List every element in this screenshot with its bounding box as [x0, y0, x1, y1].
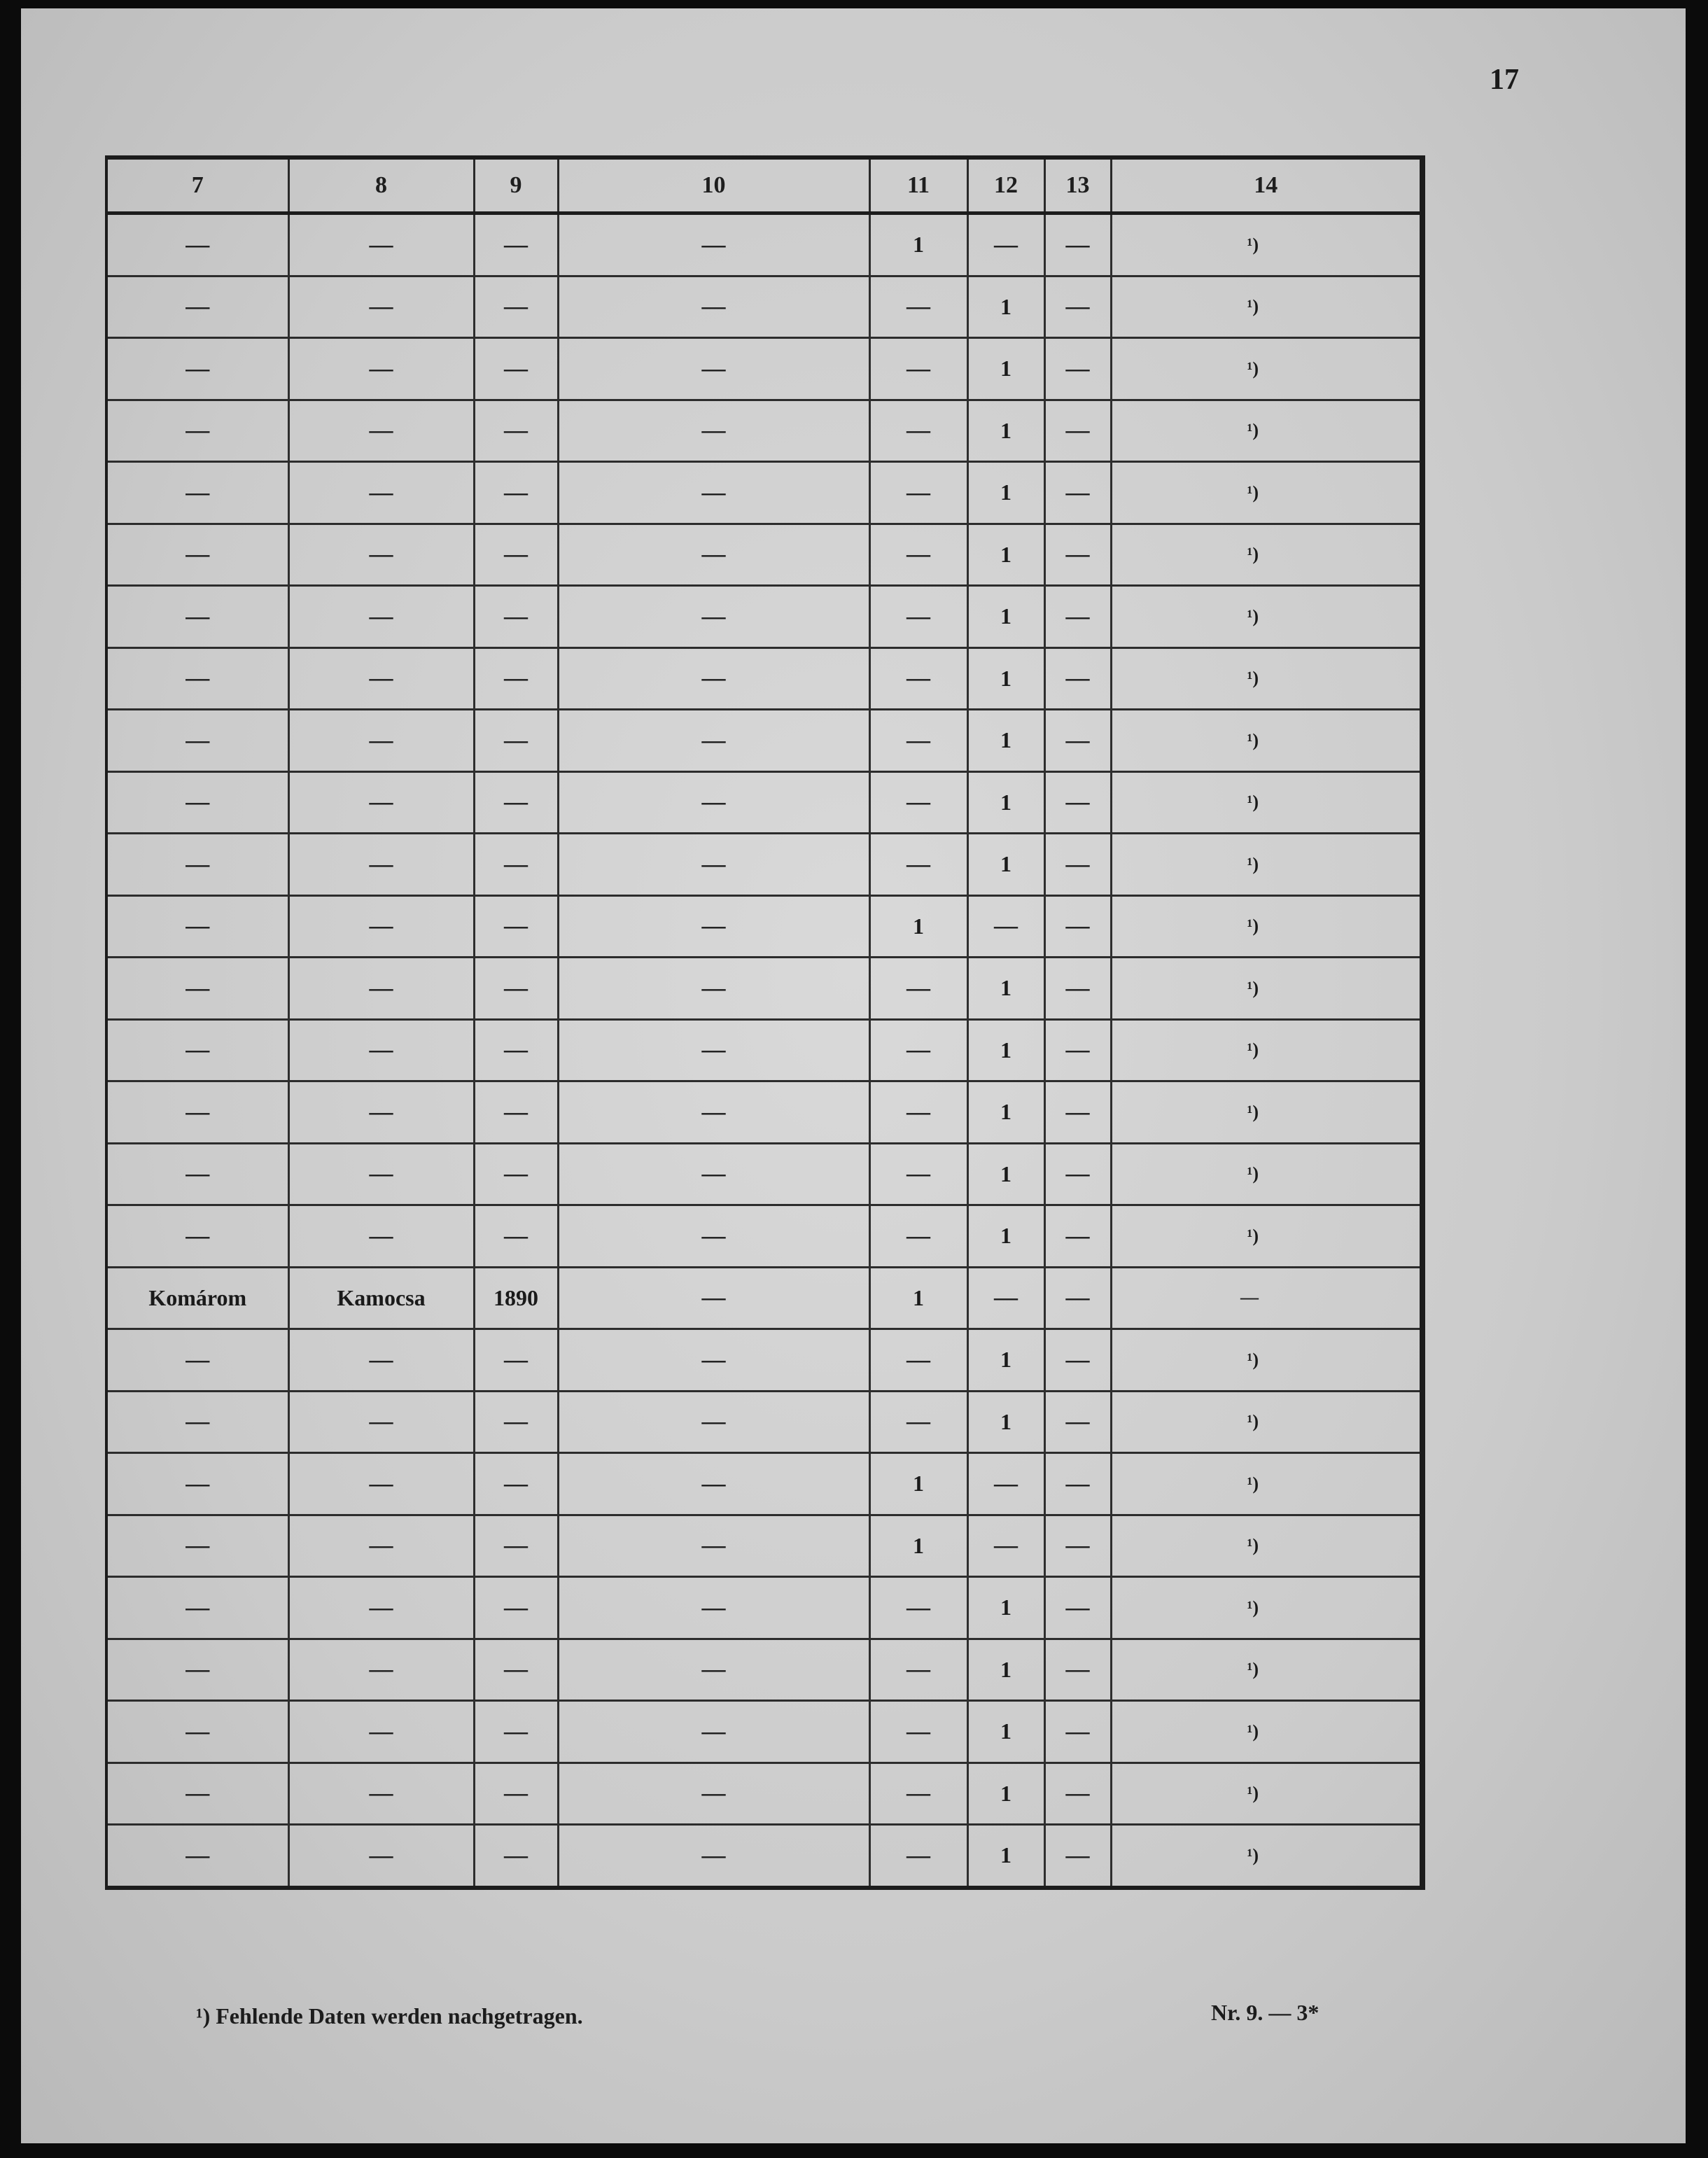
cell-col-11: —	[869, 1081, 967, 1144]
cell-col-10: —	[558, 1701, 869, 1763]
cell-col-9: —	[474, 1639, 558, 1701]
cell-col-7: —	[106, 1701, 288, 1763]
cell-col-8: —	[288, 1205, 474, 1268]
cell-col-8: —	[288, 1391, 474, 1453]
cell-col-14: ¹)	[1111, 771, 1422, 834]
cell-col-8: —	[288, 1329, 474, 1392]
column-header: 12	[967, 157, 1044, 213]
cell-col-14: ¹)	[1111, 710, 1422, 772]
table-row	[106, 524, 1422, 586]
cell-col-9: —	[474, 586, 558, 648]
cell-col-7: —	[106, 1453, 288, 1515]
table-row	[106, 1329, 1422, 1392]
cell-col-9: —	[474, 1825, 558, 1888]
cell-col-12: 1	[967, 276, 1044, 338]
cell-col-9: —	[474, 1453, 558, 1515]
cell-col-13: —	[1044, 710, 1111, 772]
cell-col-11: —	[869, 338, 967, 400]
cell-col-9: —	[474, 771, 558, 834]
cell-col-8: —	[288, 1081, 474, 1144]
table-row	[106, 276, 1422, 338]
table-row	[106, 400, 1422, 462]
cell-col-8: —	[288, 213, 474, 276]
column-header: 9	[474, 157, 558, 213]
cell-col-7: —	[106, 710, 288, 772]
cell-col-12: 1	[967, 1329, 1044, 1392]
table-row	[106, 213, 1422, 276]
cell-col-9: —	[474, 1391, 558, 1453]
cell-col-12: 1	[967, 1391, 1044, 1453]
cell-col-7: —	[106, 1391, 288, 1453]
cell-col-10: —	[558, 710, 869, 772]
cell-col-8: —	[288, 1453, 474, 1515]
cell-col-11: —	[869, 586, 967, 648]
cell-col-10: —	[558, 400, 869, 462]
cell-col-7: —	[106, 400, 288, 462]
cell-col-13: —	[1044, 1825, 1111, 1888]
cell-col-7: —	[106, 1763, 288, 1825]
cell-col-14: ¹)	[1111, 1515, 1422, 1577]
cell-col-12: 1	[967, 1019, 1044, 1081]
cell-col-13: —	[1044, 1205, 1111, 1268]
cell-col-12: 1	[967, 1143, 1044, 1205]
table-row	[106, 1391, 1422, 1453]
table-row	[106, 958, 1422, 1020]
cell-col-8: —	[288, 895, 474, 958]
cell-col-14: ¹)	[1111, 586, 1422, 648]
cell-col-13: —	[1044, 1267, 1111, 1329]
table-row	[106, 895, 1422, 958]
cell-col-7: —	[106, 1515, 288, 1577]
cell-col-8: —	[288, 400, 474, 462]
cell-col-13: —	[1044, 1577, 1111, 1639]
cell-col-9: —	[474, 958, 558, 1020]
cell-col-11: —	[869, 1329, 967, 1392]
cell-col-8: —	[288, 834, 474, 896]
cell-col-11: —	[869, 1763, 967, 1825]
cell-col-8: —	[288, 586, 474, 648]
cell-col-12: 1	[967, 1763, 1044, 1825]
cell-col-9: —	[474, 276, 558, 338]
cell-col-11: —	[869, 1639, 967, 1701]
table-row	[106, 710, 1422, 772]
cell-col-12: 1	[967, 710, 1044, 772]
cell-col-13: —	[1044, 338, 1111, 400]
page-number: 17	[1490, 64, 1519, 96]
cell-col-13: —	[1044, 462, 1111, 524]
column-header: 14	[1111, 157, 1422, 213]
cell-col-11: —	[869, 771, 967, 834]
cell-col-13: —	[1044, 1329, 1111, 1392]
cell-col-7: —	[106, 524, 288, 586]
cell-col-10: —	[558, 1577, 869, 1639]
cell-col-12: —	[967, 1267, 1044, 1329]
cell-col-7: —	[106, 647, 288, 710]
cell-col-8: —	[288, 276, 474, 338]
cell-col-11: 1	[869, 1453, 967, 1515]
cell-col-14: ¹)	[1111, 958, 1422, 1020]
cell-col-8: —	[288, 524, 474, 586]
cell-col-10: —	[558, 1639, 869, 1701]
cell-col-12: —	[967, 213, 1044, 276]
cell-col-8: —	[288, 771, 474, 834]
cell-col-12: 1	[967, 1701, 1044, 1763]
cell-col-12: 1	[967, 1577, 1044, 1639]
sheet-reference: Nr. 9. — 3*	[1211, 2000, 1320, 2025]
cell-col-8: —	[288, 462, 474, 524]
cell-col-10: —	[558, 771, 869, 834]
cell-col-9: —	[474, 1763, 558, 1825]
cell-col-11: —	[869, 276, 967, 338]
cell-col-9: —	[474, 213, 558, 276]
cell-col-14: ¹)	[1111, 834, 1422, 896]
cell-col-13: —	[1044, 1639, 1111, 1701]
cell-col-9: —	[474, 1205, 558, 1268]
cell-col-14: ¹)	[1111, 1701, 1422, 1763]
ledger-body	[106, 213, 1422, 1888]
cell-col-12: 1	[967, 586, 1044, 648]
cell-col-13: —	[1044, 276, 1111, 338]
table-row	[106, 1453, 1422, 1515]
cell-col-9: —	[474, 462, 558, 524]
cell-col-14: ¹)	[1111, 462, 1422, 524]
cell-col-10: —	[558, 1267, 869, 1329]
cell-col-10: —	[558, 586, 869, 648]
table-row	[106, 462, 1422, 524]
ledger-table	[105, 155, 1425, 1890]
cell-col-12: —	[967, 895, 1044, 958]
cell-col-14: ¹)	[1111, 213, 1422, 276]
cell-col-13: —	[1044, 1453, 1111, 1515]
cell-col-7: —	[106, 462, 288, 524]
cell-col-13: —	[1044, 834, 1111, 896]
cell-col-7: —	[106, 771, 288, 834]
cell-col-14: ¹)	[1111, 276, 1422, 338]
cell-col-9: —	[474, 1515, 558, 1577]
cell-col-12: 1	[967, 524, 1044, 586]
cell-col-11: —	[869, 1391, 967, 1453]
table-row	[106, 1701, 1422, 1763]
table-row	[106, 1205, 1422, 1268]
cell-col-10: —	[558, 895, 869, 958]
cell-col-11: —	[869, 400, 967, 462]
cell-col-11: 1	[869, 895, 967, 958]
cell-col-12: 1	[967, 1825, 1044, 1888]
cell-col-13: —	[1044, 895, 1111, 958]
cell-col-14: ¹)	[1111, 1391, 1422, 1453]
cell-col-13: —	[1044, 1081, 1111, 1144]
cell-col-13: —	[1044, 771, 1111, 834]
table-row	[106, 1639, 1422, 1701]
cell-col-12: 1	[967, 1639, 1044, 1701]
cell-col-14: ¹)	[1111, 1577, 1422, 1639]
cell-col-10: —	[558, 1453, 869, 1515]
cell-col-7: —	[106, 895, 288, 958]
cell-col-13: —	[1044, 1019, 1111, 1081]
cell-col-14: ¹)	[1111, 1825, 1422, 1888]
cell-col-10: —	[558, 958, 869, 1020]
cell-col-13: —	[1044, 647, 1111, 710]
cell-col-8: —	[288, 1019, 474, 1081]
table-row	[106, 1515, 1422, 1577]
cell-col-9: —	[474, 895, 558, 958]
cell-col-8: Kamocsa	[288, 1267, 474, 1329]
cell-col-14: ¹)	[1111, 895, 1422, 958]
table-row	[106, 771, 1422, 834]
cell-col-10: —	[558, 1081, 869, 1144]
cell-col-7: —	[106, 213, 288, 276]
cell-col-8: —	[288, 1825, 474, 1888]
cell-col-10: —	[558, 834, 869, 896]
cell-col-14: ¹)	[1111, 338, 1422, 400]
cell-col-9: —	[474, 1577, 558, 1639]
cell-col-14: ¹)	[1111, 1329, 1422, 1392]
cell-col-13: —	[1044, 1701, 1111, 1763]
cell-col-11: —	[869, 1701, 967, 1763]
table-row	[106, 1143, 1422, 1205]
cell-col-10: —	[558, 276, 869, 338]
cell-col-10: —	[558, 647, 869, 710]
cell-col-8: —	[288, 710, 474, 772]
table-row	[106, 586, 1422, 648]
cell-col-10: —	[558, 1019, 869, 1081]
cell-col-14: ¹)	[1111, 1453, 1422, 1515]
cell-col-11: —	[869, 1577, 967, 1639]
cell-col-10: —	[558, 213, 869, 276]
cell-col-10: —	[558, 1515, 869, 1577]
cell-col-7: —	[106, 1329, 288, 1392]
cell-col-9: —	[474, 647, 558, 710]
cell-col-8: —	[288, 1143, 474, 1205]
cell-col-12: 1	[967, 462, 1044, 524]
cell-col-9: —	[474, 1081, 558, 1144]
cell-col-11: —	[869, 958, 967, 1020]
cell-col-7: —	[106, 1577, 288, 1639]
table-row	[106, 1267, 1422, 1329]
cell-col-11: —	[869, 1143, 967, 1205]
cell-col-9: —	[474, 834, 558, 896]
footnote: ¹) Fehlende Daten werden nachgetragen.	[196, 2003, 583, 2029]
cell-col-10: —	[558, 462, 869, 524]
cell-col-14: ¹)	[1111, 1763, 1422, 1825]
cell-col-13: —	[1044, 524, 1111, 586]
cell-col-13: —	[1044, 1515, 1111, 1577]
cell-col-8: —	[288, 1577, 474, 1639]
cell-col-9: —	[474, 1019, 558, 1081]
cell-col-8: —	[288, 1701, 474, 1763]
cell-col-10: —	[558, 1825, 869, 1888]
cell-col-10: —	[558, 524, 869, 586]
cell-col-12: 1	[967, 958, 1044, 1020]
column-header: 13	[1044, 157, 1111, 213]
cell-col-13: —	[1044, 586, 1111, 648]
cell-col-7: —	[106, 1019, 288, 1081]
column-header: 8	[288, 157, 474, 213]
cell-col-9: —	[474, 1143, 558, 1205]
cell-col-10: —	[558, 1205, 869, 1268]
cell-col-7: —	[106, 276, 288, 338]
cell-col-13: —	[1044, 213, 1111, 276]
cell-col-11: —	[869, 647, 967, 710]
cell-col-7: —	[106, 1825, 288, 1888]
table-row	[106, 1763, 1422, 1825]
table-row	[106, 834, 1422, 896]
cell-col-13: —	[1044, 1763, 1111, 1825]
cell-col-14: ¹)	[1111, 1081, 1422, 1144]
cell-col-14: —	[1111, 1267, 1422, 1329]
cell-col-14: ¹)	[1111, 647, 1422, 710]
cell-col-11: —	[869, 524, 967, 586]
column-header: 10	[558, 157, 869, 213]
cell-col-7: —	[106, 1081, 288, 1144]
cell-col-10: —	[558, 338, 869, 400]
cell-col-8: —	[288, 1763, 474, 1825]
cell-col-7: —	[106, 1205, 288, 1268]
cell-col-7: —	[106, 1143, 288, 1205]
cell-col-8: —	[288, 647, 474, 710]
cell-col-9: —	[474, 1701, 558, 1763]
cell-col-9: —	[474, 400, 558, 462]
cell-col-11: —	[869, 462, 967, 524]
cell-col-13: —	[1044, 1391, 1111, 1453]
cell-col-11: 1	[869, 1267, 967, 1329]
column-header: 11	[869, 157, 967, 213]
cell-col-14: ¹)	[1111, 524, 1422, 586]
cell-col-7: —	[106, 586, 288, 648]
cell-col-12: 1	[967, 338, 1044, 400]
cell-col-10: —	[558, 1763, 869, 1825]
cell-col-14: ¹)	[1111, 1019, 1422, 1081]
cell-col-13: —	[1044, 1143, 1111, 1205]
cell-col-10: —	[558, 1329, 869, 1392]
cell-col-10: —	[558, 1143, 869, 1205]
cell-col-11: —	[869, 1825, 967, 1888]
table-row	[106, 1081, 1422, 1144]
table-row	[106, 1019, 1422, 1081]
scanned-page	[21, 8, 1686, 2143]
cell-col-12: 1	[967, 1081, 1044, 1144]
cell-col-12: 1	[967, 771, 1044, 834]
cell-col-7: —	[106, 338, 288, 400]
cell-col-14: ¹)	[1111, 400, 1422, 462]
cell-col-8: —	[288, 1639, 474, 1701]
cell-col-12: —	[967, 1515, 1044, 1577]
cell-col-12: 1	[967, 1205, 1044, 1268]
cell-col-9: —	[474, 338, 558, 400]
table-row	[106, 1825, 1422, 1888]
cell-col-13: —	[1044, 958, 1111, 1020]
cell-col-12: —	[967, 1453, 1044, 1515]
cell-col-8: —	[288, 1515, 474, 1577]
cell-col-12: 1	[967, 834, 1044, 896]
column-header: 7	[106, 157, 288, 213]
table-row	[106, 1577, 1422, 1639]
cell-col-11: —	[869, 1019, 967, 1081]
cell-col-9: —	[474, 1329, 558, 1392]
cell-col-9: —	[474, 524, 558, 586]
cell-col-12: 1	[967, 400, 1044, 462]
cell-col-12: 1	[967, 647, 1044, 710]
cell-col-11: 1	[869, 1515, 967, 1577]
cell-col-13: —	[1044, 400, 1111, 462]
table-row	[106, 338, 1422, 400]
cell-col-8: —	[288, 958, 474, 1020]
cell-col-9: —	[474, 710, 558, 772]
cell-col-7: —	[106, 834, 288, 896]
cell-col-14: ¹)	[1111, 1205, 1422, 1268]
cell-col-9: 1890	[474, 1267, 558, 1329]
cell-col-11: —	[869, 710, 967, 772]
cell-col-7: Komárom	[106, 1267, 288, 1329]
column-header-row	[106, 157, 1422, 213]
cell-col-11: 1	[869, 213, 967, 276]
cell-col-14: ¹)	[1111, 1639, 1422, 1701]
cell-col-11: —	[869, 1205, 967, 1268]
cell-col-10: —	[558, 1391, 869, 1453]
cell-col-14: ¹)	[1111, 1143, 1422, 1205]
table-row	[106, 647, 1422, 710]
cell-col-7: —	[106, 1639, 288, 1701]
cell-col-11: —	[869, 834, 967, 896]
cell-col-7: —	[106, 958, 288, 1020]
cell-col-8: —	[288, 338, 474, 400]
